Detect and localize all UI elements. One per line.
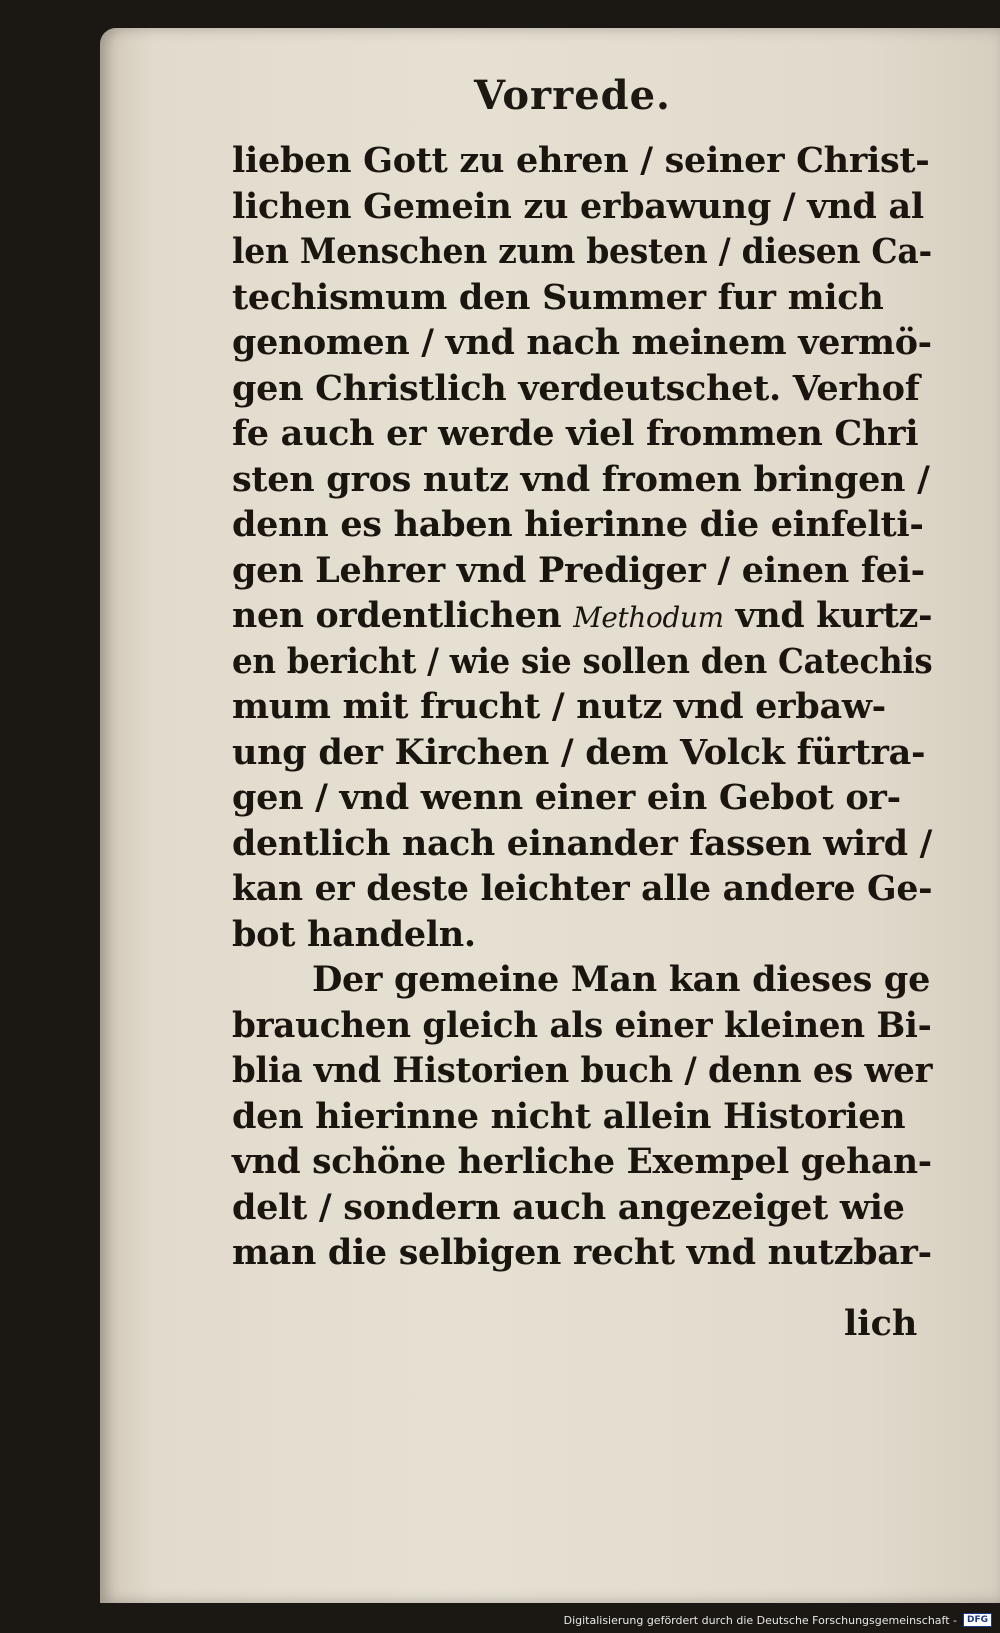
text-line: fe auch er werde viel frommen Chri [232, 413, 919, 454]
text-line: gen Lehrer vnd Prediger / einen fei- [232, 549, 925, 591]
text-line: dentlich nach einander fassen wird / [232, 822, 933, 864]
text-line: en bericht / wie sie sollen den Catechis [232, 640, 933, 682]
text-line: lieben Gott zu ehren / seiner Christ- [232, 140, 930, 181]
text-line: ung der Kirchen / dem Volck fürtra- [232, 731, 926, 773]
text-line: mum mit frucht / nutz vnd erbaw- [232, 686, 886, 727]
running-header: Vorrede. [474, 72, 671, 119]
text-line: gen Christlich verdeutschet. Verhof [232, 367, 920, 409]
text-line: len Menschen zum besten / diesen Ca- [232, 231, 932, 272]
text-line: brauchen gleich als einer kleinen Bi- [232, 1004, 932, 1046]
dfg-logo: DFG [963, 1613, 992, 1627]
text-line: bot handeln. [232, 913, 476, 955]
latin-word: Methodum [573, 601, 724, 634]
text-fragment: nen ordentlichen [232, 595, 562, 636]
text-line: vnd schöne herliche Exempel gehan- [232, 1141, 932, 1182]
text-fragment: vnd kurtz- [735, 595, 933, 636]
text-line-with-latin [232, 593, 933, 639]
text-block [232, 138, 932, 1276]
text-line: man die selbigen recht vnd nutzbar- [232, 1232, 932, 1273]
paragraph-start-line: Der gemeine Man kan dieses ge [312, 959, 931, 1000]
catchword: lich [844, 1303, 918, 1344]
text-line: lichen Gemein zu erbawung / vnd al [232, 185, 924, 227]
text-line: denn es haben hierinne die einfelti- [232, 504, 924, 545]
text-line: delt / sondern auch angezeiget wie [232, 1186, 905, 1228]
digitization-footer [564, 1613, 992, 1627]
text-line: den hierinne nicht allein Historien [232, 1095, 906, 1137]
text-line: gen / vnd wenn einer ein Gebot or- [232, 777, 901, 818]
footer-credit-text: Digitalisierung gefördert durch die Deutsche Forschungsgemeinschaft - [563, 1613, 957, 1627]
text-line: genomen / vnd nach meinem vermö- [232, 322, 932, 363]
text-line: sten gros nutz vnd fromen bringen / [232, 458, 930, 500]
text-line: kan er deste leichter alle andere Ge- [232, 868, 933, 909]
text-line: techismum den Summer fur mich [232, 276, 884, 318]
text-line: blia vnd Historien buch / denn es wer [232, 1050, 933, 1091]
